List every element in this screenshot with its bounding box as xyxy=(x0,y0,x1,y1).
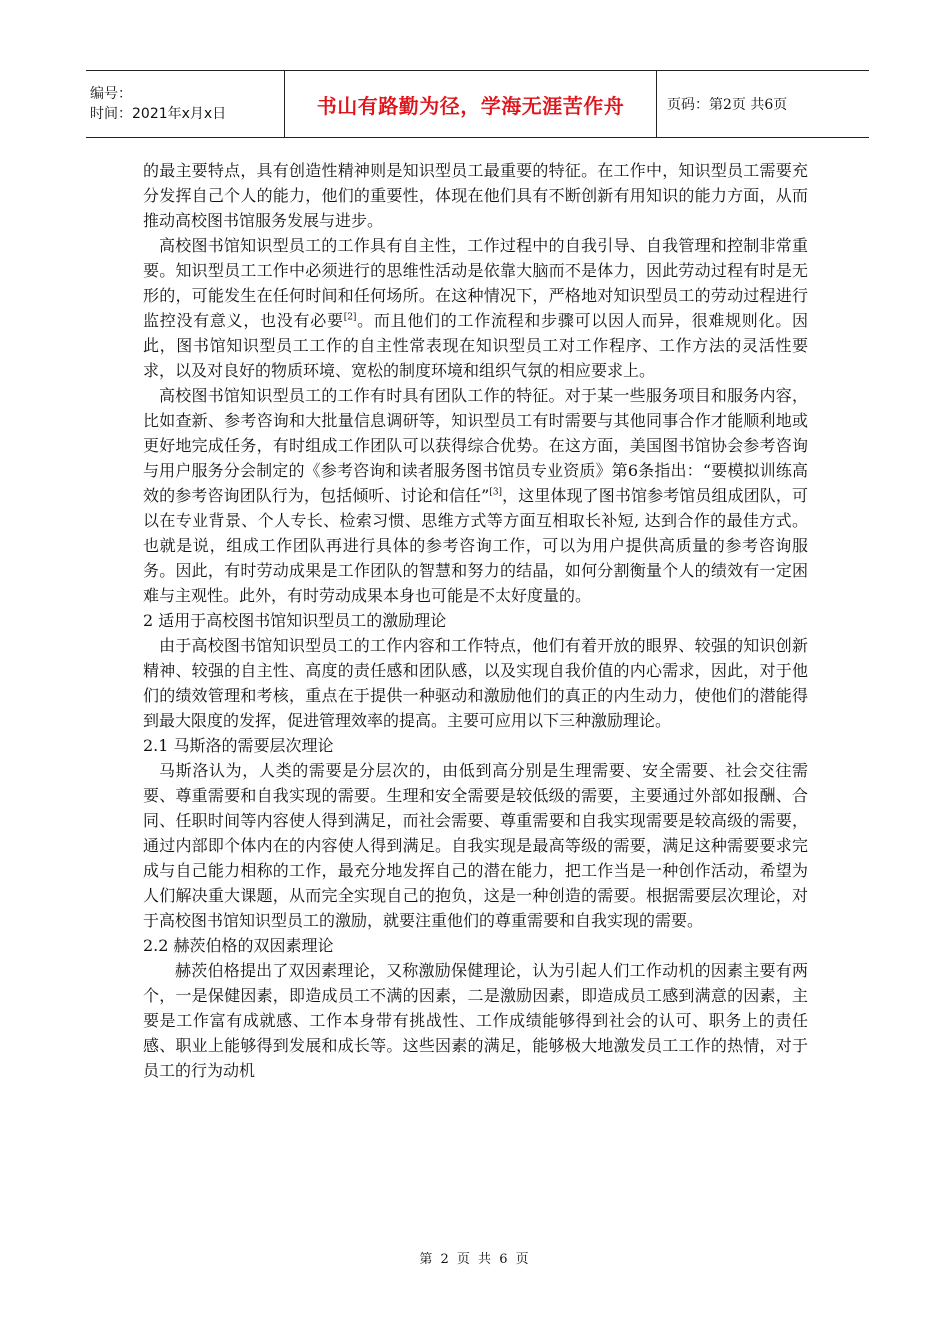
header-meta xyxy=(86,71,284,137)
paragraph: 高校图书馆知识型员工的工作具有自主性，工作过程中的自我引导、自我管理和控制非常重要。知识型员工工作中必须进行的思维性活动是依靠大脑而不是体力，因此劳动过程有时是无形的，可能发生在任何时间和任何场所。在这种情况下，严格地对知识型员工的劳动过程进行监控没有意义，也没有必要[2]。而且他们的工作流程和步骤可以因人而异，很难规则化。因此，图书馆知识型员工工作的自主性常表现在知识型员工对工作程序、工作方法的灵活性要求，以及对良好的物质环境、宽松的制度环境和组织气氛的相应要求上。 xyxy=(143,236,808,380)
page-footer: 第 2 页 共 6 页 xyxy=(419,1252,531,1267)
paragraph: 的最主要特点，具有创造性精神则是知识型员工最重要的特征。在工作中，知识型员工需要充分发挥自己个人的能力，他们的重要性，体现在他们具有不断创新有用知识的能力方面，从而推动高校图书馆服务发展与进步。 xyxy=(143,161,808,230)
paragraph: 由于高校图书馆知识型员工的工作内容和工作特点，他们有着开放的眼界、较强的知识创新精神、较强的自主性、高度的责任感和团队感，以及实现自我价值的内心需求，因此，对于他们的绩效管理和考核，重点在于提供一种驱动和激励他们的真正的内生动力，使他们的潜能得到最大限度的发挥，促进管理效率的提高。主要可应用以下三种激励理论。 xyxy=(143,636,808,730)
paragraph: 马斯洛认为，人类的需要是分层次的，由低到高分别是生理需要、安全需要、社会交往需要、尊重需要和自我实现的需要。生理和安全需要是较低级的需要，主要通过外部如报酬、合同、任职时间等内容使人得到满足，而社会需要、尊重需要和自我实现需要是较高级的需要，通过内部即个体内在的内容使人得到满足。自我实现是最高等级的需要，满足这种需要要求完成与自己能力相称的工作，最充分地发挥自己的潜在能力，把工作当是一种创作活动，希望为人们解决重大课题，从而完全实现自己的抱负，这是一种创造的需要。根据需要层次理论，对于高校图书馆知识型员工的激励，就要注重他们的尊重需要和自我实现的需要。 xyxy=(143,761,808,930)
header-page-info xyxy=(657,71,869,137)
motto-text: 书山有路勤为径，学海无涯苦作舟 xyxy=(316,93,625,118)
subsection-heading: 2.1 马斯洛的需要层次理论 xyxy=(143,736,334,755)
page-header xyxy=(86,70,869,138)
header-motto xyxy=(284,71,657,137)
section-heading: 2 适用于高校图书馆知识型员工的激励理论 xyxy=(143,611,447,630)
paragraph: 赫茨伯格提出了双因素理论，又称激励保健理论，认为引起人们工作动机的因素主要有两个，一是保健因素，即造成员工不满的因素，二是激励因素，即造成员工感到满意的因素，主要是工作富有成就感、工作本身带有挑战性、工作成绩能够得到社会的认可、职务上的责任感、职业上能够得到发展和成长等。这些因素的满足，能够极大地激发员工工作的热情，对于员工的行为动机 xyxy=(143,961,808,1080)
citation-ref[interactable]: [3] xyxy=(489,487,503,498)
citation-ref[interactable]: [2] xyxy=(343,312,357,323)
paragraph: 高校图书馆知识型员工的工作有时具有团队工作的特征。对于某一些服务项目和服务内容，比如查新、参考咨询和大批量信息调研等，知识型员工有时需要与其他同事合作才能顺利地或更好地完成任务，有时组成工作团队可以获得综合优势。在这方面，美国图书馆协会参考咨询与用户服务分会制定的《参考咨询和读者服务图书馆员专业资质》第6条指出：“要模拟训练高效的参考咨询团队行为，包括倾听、讨论和信任”[3]，这里体现了图书馆参考馆员组成团队，可以在专业背景、个人专长、检索习惯、思维方式等方面互相取长补短, 达到合作的最佳方式。也就是说，组成工作团队再进行具体的参考咨询工作，可以为用户提供高质量的参考咨询服务。因此，有时劳动成果是工作团队的智慧和努力的结晶，如何分割衡量个人的绩效有一定困难与主观性。此外，有时劳动成果本身也可能是不太好度量的。 xyxy=(143,386,808,605)
document-time-label: 时间：2021年x月x日 xyxy=(90,106,227,122)
page-info-text: 页码：第2页 共6页 xyxy=(667,97,788,113)
subsection-heading: 2.2 赫茨伯格的双因素理论 xyxy=(143,936,334,955)
document-number-label: 编号： xyxy=(90,86,132,102)
document-body xyxy=(143,158,808,1083)
